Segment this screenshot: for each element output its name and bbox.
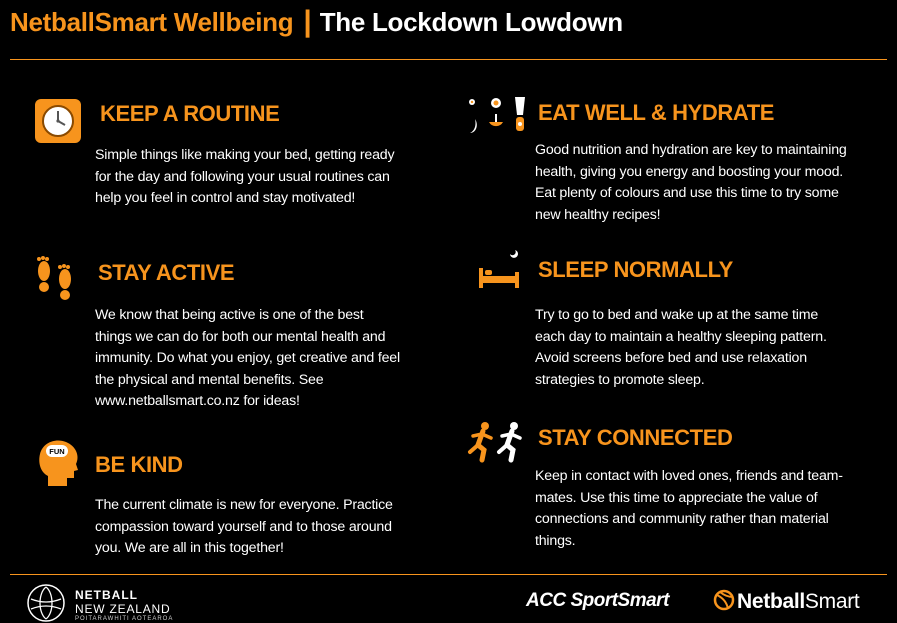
netballsmart-bold: Netball: [737, 590, 805, 613]
netball-icon: [713, 589, 735, 611]
section-be-kind: [34, 436, 434, 566]
section-stay-connected: [466, 420, 886, 560]
page-title-brand: NetballSmart Wellbeing: [10, 6, 294, 37]
routine-line: for the day and following your usual routines can: [95, 168, 390, 185]
head-icon-label: FUN: [49, 447, 65, 456]
connected-text: [535, 466, 880, 552]
sleep-line: strategies to promote sleep.: [535, 371, 705, 388]
sleep-heading: SLEEP NORMALLY: [538, 257, 733, 282]
section-eat-well: [466, 95, 886, 227]
kind-line: The current climate is new for everyone. Practice: [95, 497, 393, 513]
netballsmart-regular: Smart: [804, 590, 860, 613]
netball-nz-name: NETBALL: [75, 588, 138, 602]
connected-heading: STAY CONNECTED: [538, 425, 733, 450]
active-line: We know that being active is one of the best: [95, 307, 364, 323]
sleep-line: Try to go to bed and wake up at the same time: [535, 307, 819, 323]
active-line: things we can do for both our mental health and: [95, 328, 386, 345]
acc-sportsmart-logo: ACC SportSmart: [526, 590, 669, 611]
connected-line: mates. Use this time to appreciate the value of: [535, 489, 818, 506]
running-people-icon: [466, 420, 526, 464]
routine-line: help you feel in control and stay motivated!: [95, 190, 356, 206]
routine-line: Simple things like making your bed, getting ready: [95, 147, 395, 163]
eat-line: health, giving you energy and boosting your mood.: [535, 163, 844, 180]
kind-line: compassion toward yourself and to those around: [95, 518, 392, 535]
kind-text: [95, 495, 435, 560]
sleep-line: Avoid screens before bed and use relaxation: [535, 350, 807, 366]
eat-heading: EAT WELL & HYDRATE: [538, 100, 775, 125]
eat-line: Good nutrition and hydration are key to maintaining: [535, 142, 847, 158]
section-keep-a-routine: [34, 98, 434, 208]
eat-line: new healthy recipes!: [535, 206, 661, 223]
active-line: immunity. Do what you enjoy, get creative and feel: [95, 350, 400, 366]
section-stay-active: [34, 256, 434, 416]
footprints-icon: [34, 256, 76, 300]
clock-icon: [34, 98, 82, 144]
routine-heading: KEEP A ROUTINE: [100, 101, 280, 126]
sleep-line: each day to maintain a healthy sleeping pattern.: [535, 328, 827, 345]
eat-line: Eat plenty of colours and use this time to try some: [535, 185, 839, 201]
routine-text: [95, 145, 435, 210]
kind-line: you. We are all in this together!: [95, 540, 284, 556]
connected-line: connections and community rather than material: [535, 511, 829, 527]
active-text: [95, 305, 435, 413]
sleep-text: [535, 305, 880, 391]
page-title: The Lockdown Lowdown: [319, 6, 623, 37]
netball-nz-maori: POITARAWHITI AOTEAROA: [75, 616, 174, 622]
kind-heading: BE KIND: [95, 452, 183, 477]
header-divider: [10, 59, 887, 60]
netball-nz-logo-icon: [26, 583, 66, 623]
netballsmart-logo: [713, 589, 859, 614]
footer-divider: [10, 574, 887, 575]
food-drink-icon: [466, 95, 528, 139]
netball-nz-region: NEW ZEALAND: [75, 602, 171, 616]
active-line: www.netballsmart.co.nz for ideas!: [95, 393, 300, 409]
eat-text: [535, 140, 880, 226]
bed-icon: [476, 248, 522, 290]
connected-line: Keep in contact with loved ones, friends and team-: [535, 468, 843, 484]
connected-line: things.: [535, 532, 576, 549]
section-sleep-normally: [476, 248, 886, 393]
page-header: [10, 4, 623, 40]
active-heading: STAY ACTIVE: [98, 260, 235, 285]
title-separator: |: [303, 5, 312, 38]
active-line: the physical and mental benefits. See: [95, 371, 324, 388]
head-icon: [34, 436, 82, 488]
